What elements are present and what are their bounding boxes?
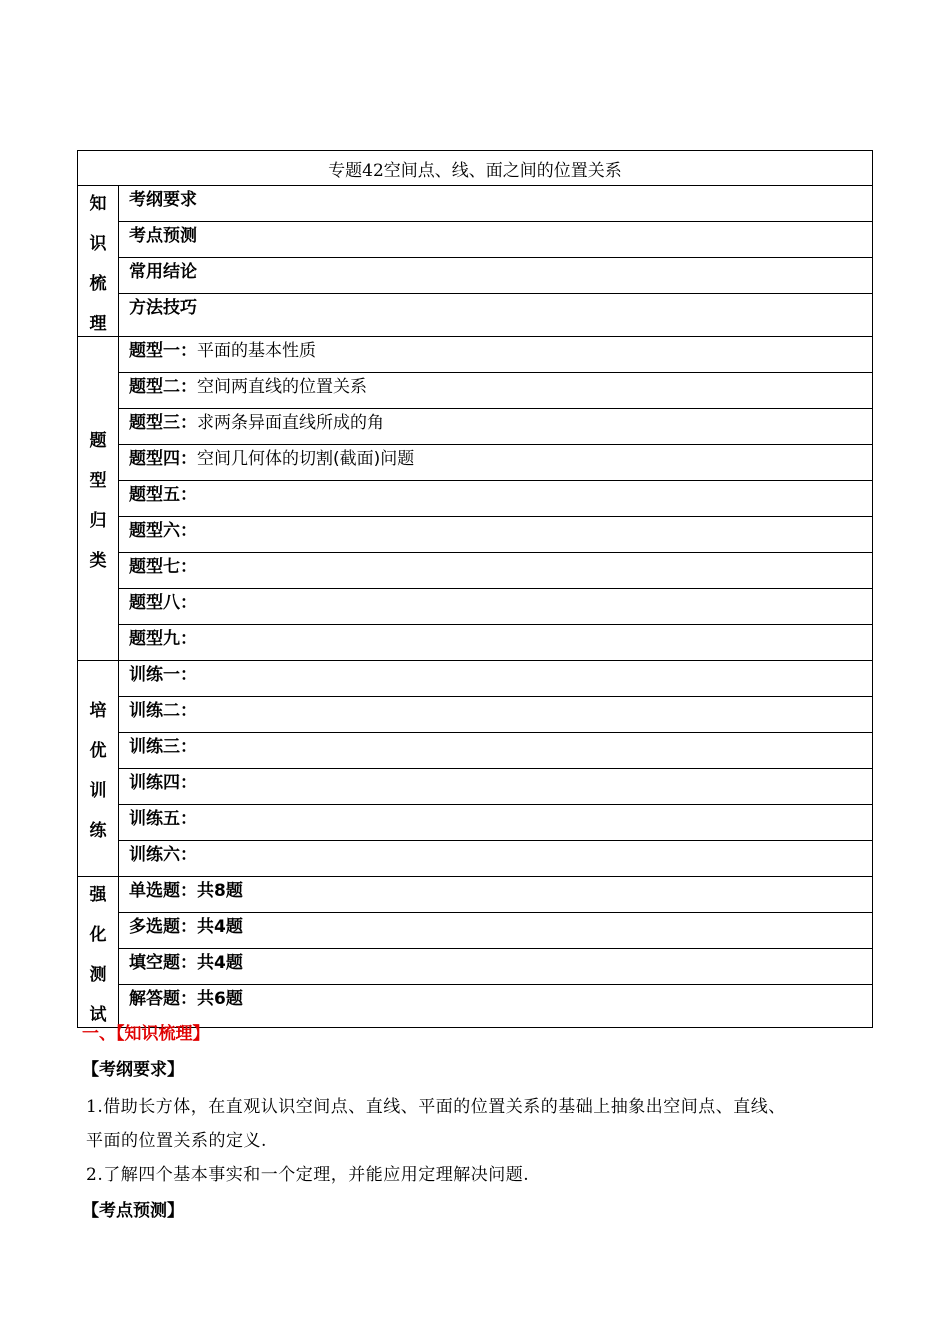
toc-item-label: 训练二： xyxy=(129,701,197,721)
section-heading-knowledge: 一、【知识梳理】 xyxy=(82,1024,210,1044)
category-char: 强 xyxy=(89,884,107,905)
toc-item xyxy=(119,625,873,661)
toc-item-label: 题型八： xyxy=(129,593,197,613)
category-char: 型 xyxy=(89,471,107,491)
para2: 2.了解四个基本事实和一个定理，并能应用定理解决问题. xyxy=(86,1165,530,1185)
toc-item xyxy=(119,769,873,805)
toc-item-label: 题型七： xyxy=(129,557,197,577)
para1-line2: 平面的位置关系的定义. xyxy=(86,1131,267,1151)
toc-item xyxy=(119,661,873,697)
toc-item xyxy=(119,294,873,337)
category-char: 优 xyxy=(89,741,107,761)
toc-item xyxy=(119,258,873,294)
toc-item-label: 训练六： xyxy=(129,845,197,865)
toc-item xyxy=(119,409,873,445)
toc-item-label: 题型二： xyxy=(129,377,197,397)
toc-item-label: 题型四： xyxy=(129,449,197,469)
toc-item-label: 单选题：共8题 xyxy=(129,881,243,901)
category-char: 归 xyxy=(89,511,107,531)
toc-item xyxy=(119,373,873,409)
category-char: 培 xyxy=(89,701,107,721)
toc-item xyxy=(119,697,873,733)
toc-item-label: 题型六： xyxy=(129,521,197,541)
toc-item xyxy=(119,805,873,841)
category-cell xyxy=(78,186,119,337)
toc-item-label: 解答题：共6题 xyxy=(129,989,243,1009)
category-char: 试 xyxy=(89,1004,107,1025)
toc-item-label: 考纲要求 xyxy=(129,190,197,210)
category-char: 梳 xyxy=(89,273,107,294)
toc-item-label: 训练三： xyxy=(129,737,197,757)
toc-item-value: 空间几何体的切割(截面)问题 xyxy=(197,449,415,469)
toc-item xyxy=(119,553,873,589)
toc-table xyxy=(77,150,873,1028)
toc-item-label: 题型五： xyxy=(129,485,197,505)
toc-item xyxy=(119,186,873,222)
para1-line1: 1.借助长方体，在直观认识空间点、直线、平面的位置关系的基础上抽象出空间点、直线、 xyxy=(86,1097,786,1117)
toc-item-label: 训练四： xyxy=(129,773,197,793)
toc-item-value: 空间两直线的位置关系 xyxy=(197,377,367,397)
category-char: 类 xyxy=(89,551,107,571)
category-cell xyxy=(78,877,119,1028)
toc-item-value: 平面的基本性质 xyxy=(197,341,316,361)
heading-kaogang: 【考纲要求】 xyxy=(82,1060,184,1080)
toc-item xyxy=(119,985,873,1028)
toc-item xyxy=(119,877,873,913)
toc-item xyxy=(119,517,873,553)
toc-item xyxy=(119,841,873,877)
toc-item xyxy=(119,445,873,481)
toc-item-label: 常用结论 xyxy=(129,262,197,282)
toc-item xyxy=(119,913,873,949)
category-char: 题 xyxy=(89,431,107,451)
toc-item-label: 多选题：共4题 xyxy=(129,917,243,937)
toc-item xyxy=(119,337,873,373)
toc-title: 专题42空间点、线、面之间的位置关系 xyxy=(78,151,873,186)
category-cell xyxy=(78,661,119,877)
toc-item-label: 考点预测 xyxy=(129,226,197,246)
category-char: 知 xyxy=(89,193,107,214)
toc-item xyxy=(119,733,873,769)
toc-item-label: 填空题：共4题 xyxy=(129,953,243,973)
category-cell xyxy=(78,337,119,661)
category-char: 理 xyxy=(89,313,107,334)
toc-item-label: 训练一： xyxy=(129,665,197,685)
category-char: 化 xyxy=(89,924,107,945)
toc-item-label: 题型一： xyxy=(129,341,197,361)
toc-item-label: 题型三： xyxy=(129,413,197,433)
toc-item-label: 方法技巧 xyxy=(129,298,197,318)
toc-item xyxy=(119,222,873,258)
category-char: 训 xyxy=(89,781,107,801)
heading-kaodian: 【考点预测】 xyxy=(82,1201,184,1221)
category-char: 练 xyxy=(89,821,107,841)
toc-item-label: 题型九： xyxy=(129,629,197,649)
toc-item-value: 求两条异面直线所成的角 xyxy=(197,413,384,433)
toc-item xyxy=(119,481,873,517)
toc-item-label: 训练五： xyxy=(129,809,197,829)
category-char: 测 xyxy=(89,964,107,985)
category-char: 识 xyxy=(89,233,107,254)
toc-item xyxy=(119,949,873,985)
toc-item xyxy=(119,589,873,625)
